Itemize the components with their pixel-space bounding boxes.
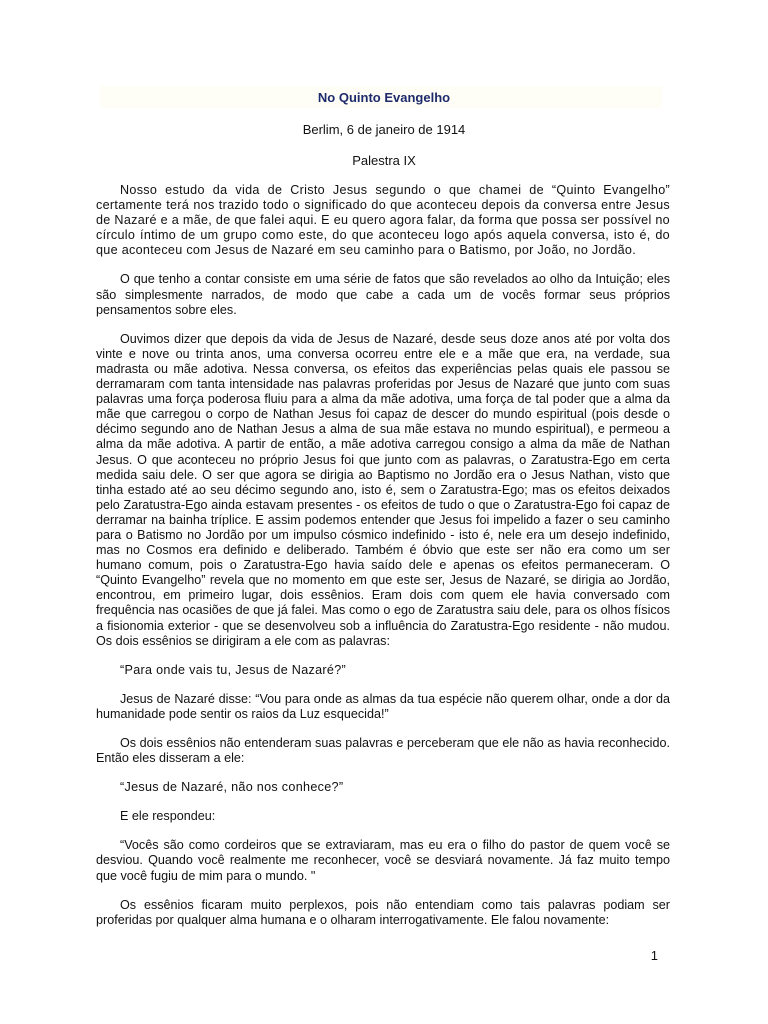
dateline: Berlim, 6 de janeiro de 1914 — [302, 122, 466, 137]
paragraph-7: “Jesus de Nazaré, não nos conhece?” — [120, 780, 344, 795]
paragraph-3: Ouvimos dizer que depois da vida de Jesus de Nazaré, desde seus doze anos até por volta dos vinte e nove ou trinta anos, uma conversa ocorreu entre ele e a mãe que era, na verdade, sua madrasta ou mãe adotiva. Nessa conversa, os efeitos das experiências pelas quais ele passou se derramaram com tanta intensidade nas palavras proferidas por Jesus de Nazaré que junto com suas palavras uma força poderosa fluiu para a alma da mãe adotiva, uma força de tal poder que a alma da mãe que carregou o corpo de Nathan Jesus foi capaz de descer do mundo espiritual (pois desde o décimo segundo ano de Nathan Jesus a alma de sua mãe estava no mundo espiritual), e permeou a alma da mãe adotiva. A partir de então, a mãe adotiva carregou consigo a alma da mãe de Nathan Jesus. O que aconteceu no próprio Jesus foi que junto com as palavras, o Zaratustra-Ego em certa medida saiu dele. O ser que agora se dirigia ao Baptismo no Jordão era o Jesus Nathan, visto que tinha estado até ao seu décimo segundo ano, isto é, sem o Zaratustra-Ego; mas os efeitos deixados pelo Zaratustra-Ego ainda estavam presentes - os efeitos de tudo o que o Zaratustra-Ego foi capaz de derramar na bainha tríplice. E assim podemos entender que Jesus foi impelido a fazer o seu caminho para o Batismo no Jordão por um impulso cósmico indefinido - isto é, nele era um desejo indefinido, mas no Cosmos era definido e deliberado. Também é óbvio que este ser não era como um ser humano comum, pois o Zaratustra-Ego havia saído dele e apenas os efeitos permaneceram. O “Quinto Evangelho” revela que no momento em que este ser, Jesus de Nazaré, se dirigia ao Jordão, encontrou, em primeiro lugar, dois essênios. Eram dois com quem ele havia conversado com frequência nas ocasiões de que já falei. Mas como o ego de Zaratustra saiu dele, para os olhos físicos a fisionomia exterior - que se desenvolveu sob a influência do Zaratustra-Ego residente - não mudou. Os dois essênios se dirigiram a ele com as palavras: — [96, 331, 670, 648]
paragraph-4: “Para onde vais tu, Jesus de Nazaré?” — [120, 662, 347, 677]
paragraph-8: E ele respondeu: — [120, 809, 216, 824]
paragraph-5: Jesus de Nazaré disse: “Vou para onde as almas da tua espécie não querem olhar, onde a dor da humanidade pode sentir os raios da Luz esquecida!” — [96, 691, 670, 721]
page-number: 1 — [650, 948, 658, 963]
paragraph-9: “Vocês são como cordeiros que se extraviaram, mas eu era o filho do pastor de quem você se desviou. Quando você realmente me reconhecer, você se desviará novamente. Já faz muito tempo que você fugiu de mim para o mundo. " — [96, 838, 670, 883]
paragraph-1: Nosso estudo da vida de Cristo Jesus segundo o que chamei de “Quinto Evangelho” certamente terá nos trazido todo o significado do que aconteceu depois da conversa entre Jesus de Nazaré e a mãe, de que falei aqui. E eu quero agora falar, da forma que possa ser possível no círculo íntimo de um grupo como este, do que aconteceu logo após aquela conversa, isto é, do que aconteceu com Jesus de Nazaré em seu caminho para o Batismo, por João, no Jordão. — [96, 183, 670, 258]
document-title: No Quinto Evangelho — [317, 90, 451, 105]
document-body — [96, 183, 670, 942]
lecture-heading: Palestra IX — [352, 153, 416, 168]
paragraph-10: Os essênios ficaram muito perplexos, pois não entendiam como tais palavras podiam ser proferidas por qualquer alma humana e o olharam interrogativamente. Ele falou novamente: — [96, 897, 670, 927]
paragraph-2: O que tenho a contar consiste em uma série de fatos que são revelados ao olho da Intuição; eles são simplesmente narrados, de modo que cabe a cada um de vocês formar seus próprios pensamentos sobre eles. — [96, 272, 670, 317]
paragraph-6: Os dois essênios não entenderam suas palavras e perceberam que ele não as havia reconhecido. Então eles disseram a ele: — [96, 736, 670, 766]
